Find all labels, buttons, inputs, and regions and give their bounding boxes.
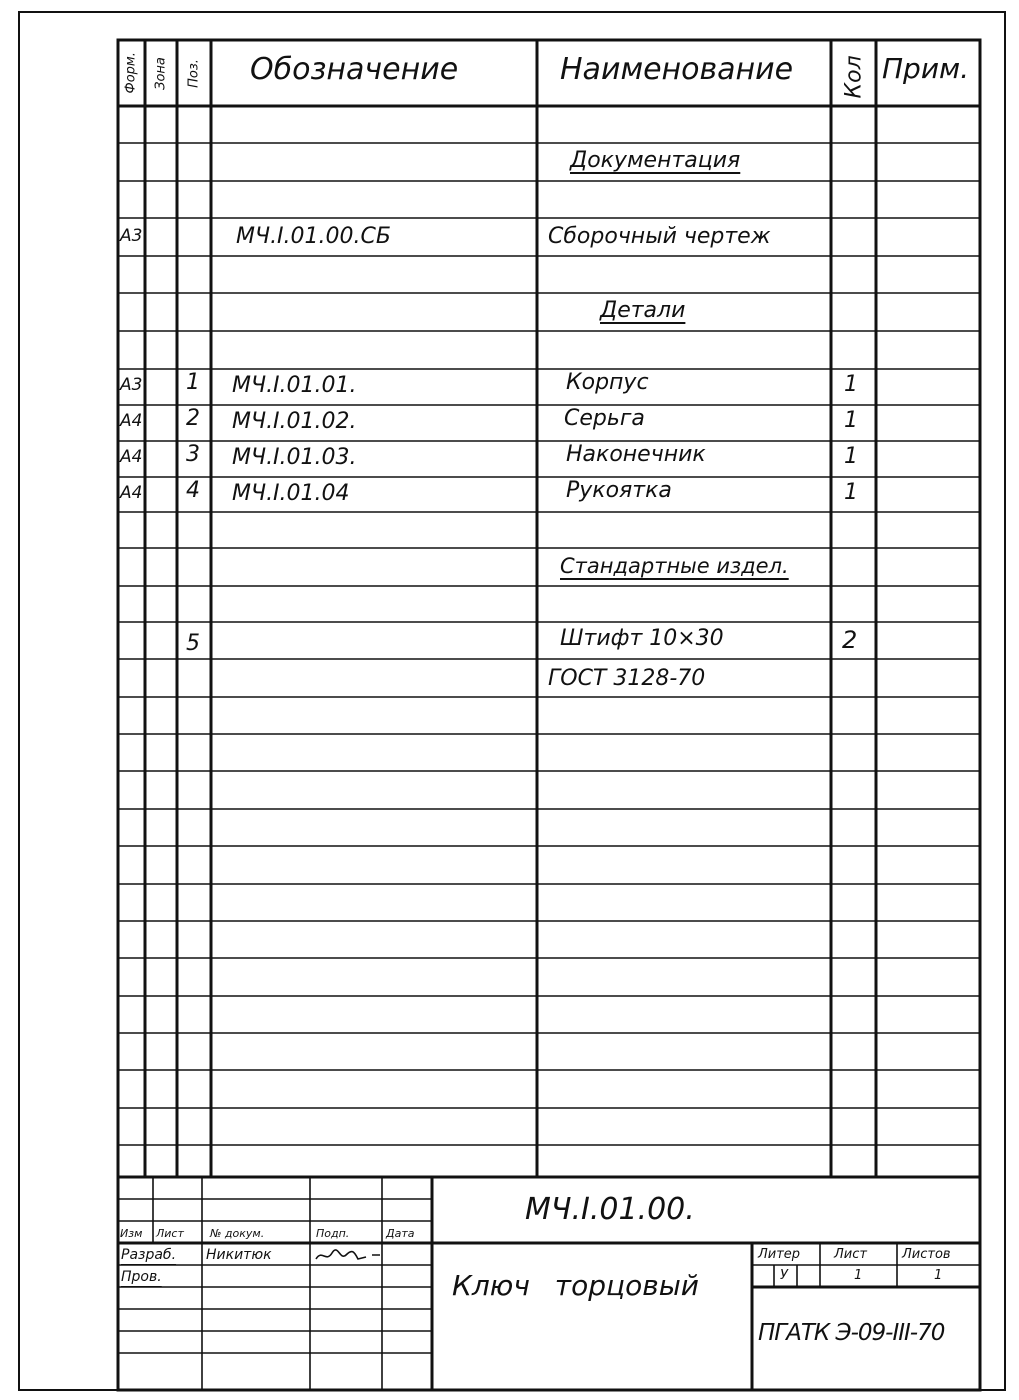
part-1-format: А3: [120, 375, 143, 395]
doc-designation: МЧ.I.01.00.СБ: [236, 224, 391, 249]
section-parts: Детали: [600, 298, 686, 323]
header-format: Форм.: [123, 52, 139, 94]
header-qty: Кол: [841, 55, 867, 99]
developer-signature: [314, 1247, 384, 1267]
part-3-format: А4: [120, 447, 143, 467]
part-2-qty: 1: [844, 408, 858, 433]
tb-sheet-label: Лист: [834, 1247, 867, 1262]
part-4-name: Рукоятка: [566, 478, 672, 503]
doc-name: Сборочный чертеж: [548, 224, 771, 249]
part-4-designation: МЧ.I.01.04: [232, 481, 350, 506]
part-1-pos: 1: [186, 370, 200, 395]
part-1-designation: МЧ.I.01.01.: [232, 373, 357, 398]
tb-col-date: Дата: [386, 1227, 415, 1240]
tb-org-code: ПГАТК Э-09-III-70: [758, 1320, 945, 1346]
header-designation: Обозначение: [250, 52, 459, 87]
header-pos: Поз.: [186, 59, 202, 88]
part-2-designation: МЧ.I.01.02.: [232, 409, 357, 434]
standard-gost: ГОСТ 3128-70: [548, 666, 706, 691]
tb-col-doc-no: № докум.: [210, 1227, 265, 1240]
part-2-pos: 2: [186, 406, 200, 431]
tb-sheets-value: 1: [934, 1268, 943, 1283]
tb-col-sheet: Лист: [156, 1227, 184, 1240]
header-note: Прим.: [882, 52, 970, 85]
tb-doc-code: МЧ.I.01.00.: [525, 1192, 695, 1227]
section-standard: Стандартные издел.: [560, 554, 789, 578]
section-documentation: Документация: [570, 148, 741, 173]
tb-col-sign: Подп.: [316, 1227, 350, 1240]
tb-sheets-label: Листов: [902, 1247, 951, 1262]
part-4-pos: 4: [186, 478, 200, 503]
standard-pos: 5: [186, 631, 200, 656]
part-3-name: Наконечник: [566, 442, 706, 467]
part-1-qty: 1: [844, 372, 858, 397]
part-2-format: А4: [120, 411, 143, 431]
part-1-name: Корпус: [566, 370, 649, 395]
tb-col-change: Изм: [120, 1227, 143, 1240]
tb-sheet-value: 1: [854, 1268, 863, 1283]
part-4-qty: 1: [844, 480, 858, 505]
tb-role-developer: Разраб.: [121, 1247, 177, 1263]
part-2-name: Серьга: [564, 406, 645, 431]
part-3-designation: МЧ.I.01.03.: [232, 445, 357, 470]
tb-literal-label: Литер: [758, 1247, 801, 1262]
tb-role-checker: Пров.: [121, 1269, 162, 1285]
standard-name: Штифт 10×30: [560, 626, 724, 651]
part-3-pos: 3: [186, 442, 200, 467]
tb-product-name: Ключ торцовый: [452, 1269, 699, 1302]
header-zone: Зона: [153, 57, 169, 90]
part-3-qty: 1: [844, 444, 858, 469]
standard-qty: 2: [842, 626, 858, 654]
doc-format: А3: [120, 226, 143, 246]
tb-developer-name: Никитюк: [206, 1247, 272, 1263]
header-name: Наименование: [560, 52, 794, 87]
tb-literal-value: У: [780, 1268, 788, 1283]
part-4-format: А4: [120, 483, 143, 503]
